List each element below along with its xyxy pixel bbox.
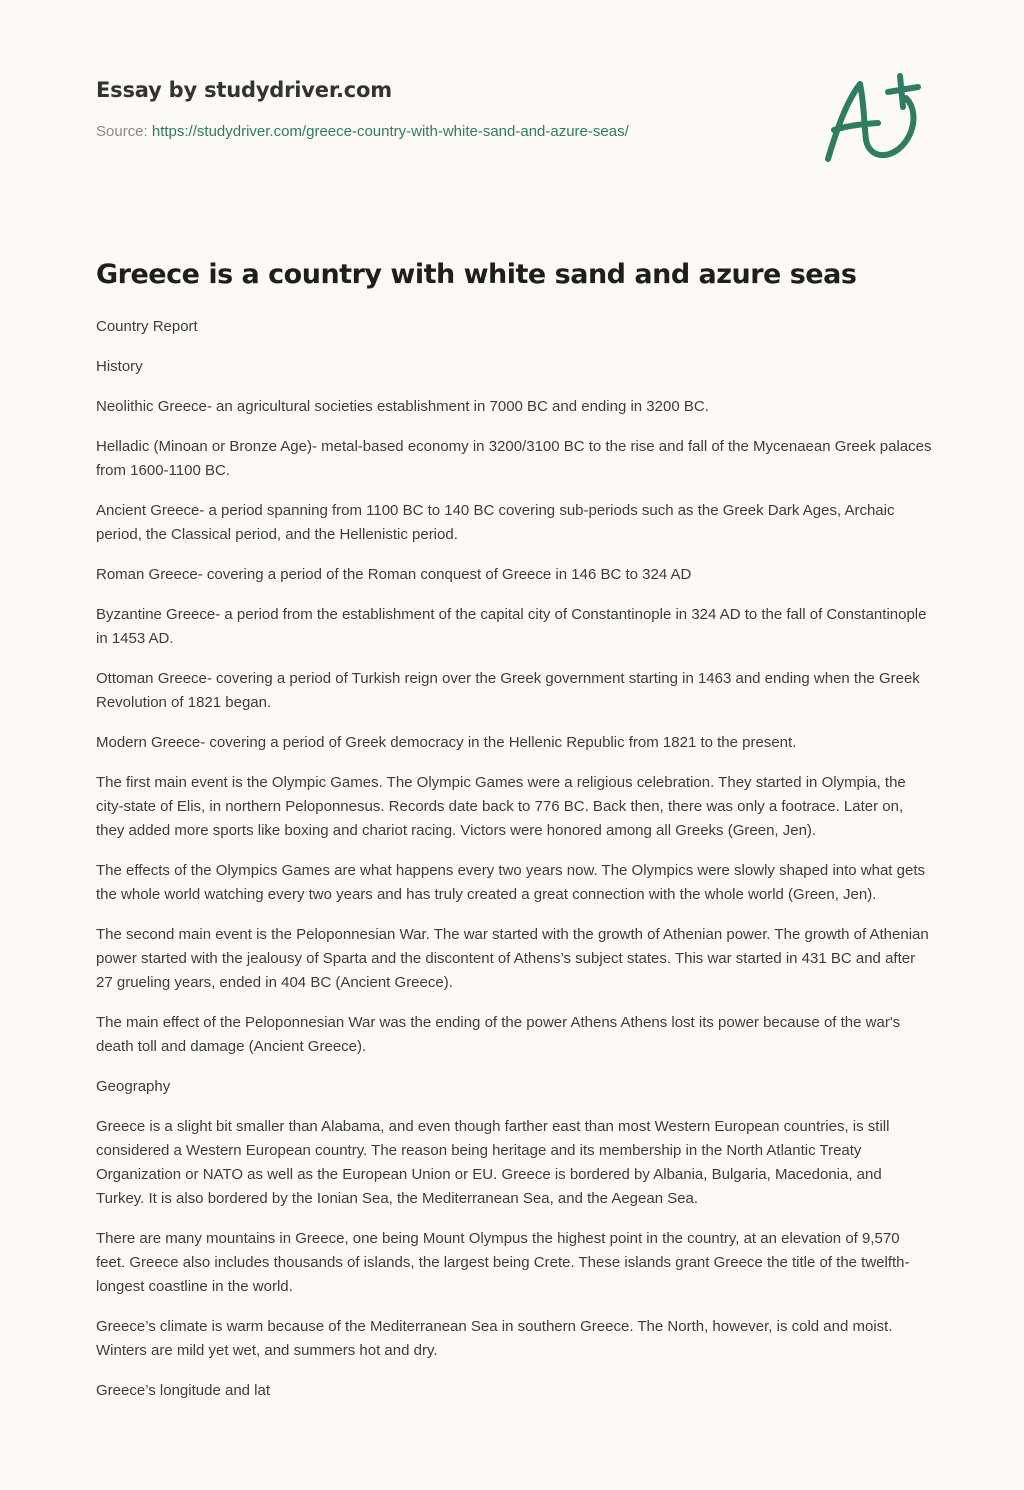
source-line	[96, 122, 796, 142]
page-header	[96, 76, 796, 142]
paragraph-truncated: Greece’s longitude and lat	[96, 1382, 271, 1399]
source-label: Source:	[96, 123, 148, 140]
site-brand: Essay by studydriver.com	[96, 78, 392, 102]
paragraph: Greece’s climate is warm because of the Mediterranean Sea in southern Greece. The North, however, is cold and moist. Winters are mild yet wet, and summers hot and dry.	[96, 1318, 893, 1359]
paragraph: Ancient Greece- a period spanning from 1100 BC to 140 BC covering sub-periods such as the Greek Dark Ages, Archaic period, the Classical period, and the Hellenistic period.	[96, 502, 895, 543]
paragraph: Roman Greece- covering a period of the Roman conquest of Greece in 146 BC to 324 AD	[96, 566, 692, 583]
paragraph: Byzantine Greece- a period from the establishment of the capital city of Constantinople in 324 AD to the fall of Constantinople in 1453 AD.	[96, 606, 927, 647]
a-plus-grade-icon	[818, 62, 928, 168]
paragraph: Helladic (Minoan or Bronze Age)- metal-based economy in 3200/3100 BC to the rise and fall of the Mycenaean Greek palaces from 1600-1100 BC.	[96, 438, 932, 479]
paragraph: The first main event is the Olympic Games. The Olympic Games were a religious celebration. They started in Olympia, the city-state of Elis, in northern Peloponnesus. Records date back to 776 BC. Back then, there was only a footrace. Later on, they added more sports like boxing and chariot racing. Victors were honored among all Greeks (Green, Jen).	[96, 774, 906, 839]
paragraph: The effects of the Olympics Games are what happens every two years now. The Olympics were slowly shaped into what gets the whole world watching every two years and has truly created a great connection with the whole world (Green, Jen).	[96, 862, 925, 903]
paragraph: Modern Greece- covering a period of Greek democracy in the Hellenic Republic from 1821 to the present.	[96, 734, 797, 751]
section-heading-history: History	[96, 358, 143, 375]
paragraph: Greece is a slight bit smaller than Alabama, and even though farther east than most Western European countries, is still considered a Western European country. The reason being heritage and its membership in the North Atlantic Treaty Organization or NATO as well as the European Union or EU. Greece is bordered by Albania, Bulgaria, Macedonia, and Turkey. It is also bordered by the Ionian Sea, the Mediterranean Sea, and the Aegean Sea.	[96, 1118, 890, 1207]
essay-title: Greece is a country with white sand and azure seas	[96, 259, 857, 290]
section-heading-geography: Geography	[96, 1078, 171, 1095]
source-link[interactable]: https://studydriver.com/greece-country-with-white-sand-and-azure-seas/	[151, 123, 629, 140]
paragraph: The second main event is the Peloponnesian War. The war started with the growth of Athenian power. The growth of Athenian power started with the jealousy of Sparta and the discontent of Athens’s subject states. This war started in 431 BC and after 27 grueling years, ended in 404 BC (Ancient Greece).	[96, 926, 929, 991]
paragraph: The main effect of the Peloponnesian War was the ending of the power Athens Athens lost its power because of the war's death toll and damage (Ancient Greece).	[96, 1014, 901, 1055]
paragraph: Neolithic Greece- an agricultural societies establishment in 7000 BC and ending in 3200 BC.	[96, 398, 709, 415]
section-label-country-report: Country Report	[96, 318, 198, 335]
paragraph: Ottoman Greece- covering a period of Turkish reign over the Greek government starting in 1463 and ending when the Greek Revolution of 1821 began.	[96, 670, 920, 711]
essay-body	[96, 315, 932, 1419]
paragraph: There are many mountains in Greece, one being Mount Olympus the highest point in the country, at an elevation of 9,570 feet. Greece also includes thousands of islands, the largest being Crete. These islands grant Greece the title of the twelfth-longest coastline in the world.	[96, 1230, 910, 1295]
